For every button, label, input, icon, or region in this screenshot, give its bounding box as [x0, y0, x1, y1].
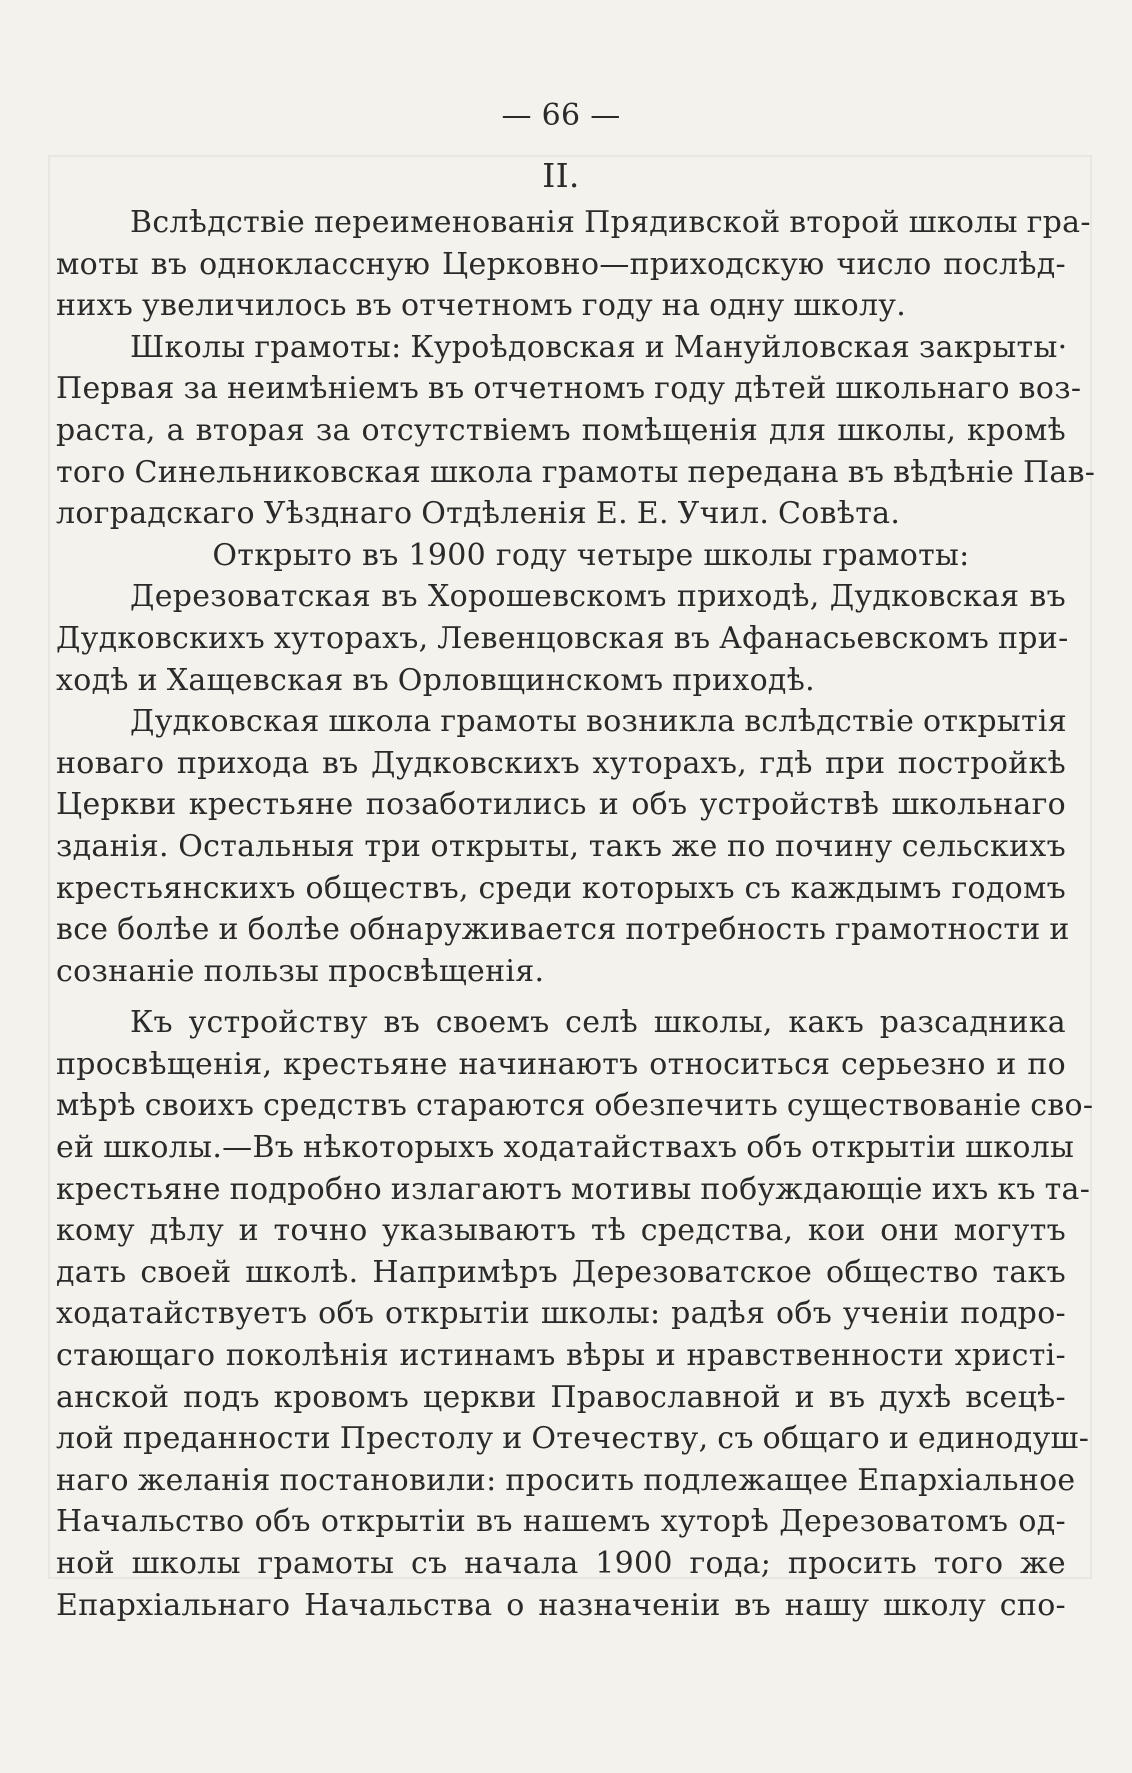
text-line: лоградскаго Уѣзднаго Отдѣленія Е. Е. Учил. Совѣта.	[56, 496, 901, 532]
text-line: кому дѣлу и точно указываютъ тѣ средства, кои они могутъ	[56, 1213, 1066, 1249]
text-line: дать своей школѣ. Напримѣръ Дерезоватское общество такъ	[56, 1254, 1066, 1290]
text-line: просвѣщенія, крестьяне начинаютъ относиться серьезно и по	[56, 1046, 1066, 1082]
text-line: новаго прихода въ Дудковскихъ хуторахъ, гдѣ при постройкѣ	[56, 745, 1066, 781]
text-line: наго желанія постановили: просить подлежащее Епархіальное	[56, 1462, 1076, 1498]
text-line: Епархіальнаго Начальства о назначеніи въ нашу школу спо-	[56, 1587, 1066, 1623]
page-content	[56, 94, 1096, 1626]
text-line: ходѣ и Хащевская въ Орловщинскомъ приходѣ.	[56, 662, 815, 698]
paragraph-4	[56, 576, 1069, 701]
text-line: моты въ одноклассную Церковно—приходскую число послѣд-	[56, 246, 1066, 282]
text-line: стающаго поколѣнія истинамъ вѣры и нравственности христі-	[56, 1338, 1066, 1374]
text-line: Первая за неимѣніемъ въ отчетномъ году дѣтей школьнаго воз-	[56, 371, 1082, 407]
text-line: Къ устройству въ своемъ селѣ школы, какъ разсадника	[130, 1005, 1066, 1041]
text-line: Школы грамоты: Куроѣдовская и Мануйловская закрыты·	[130, 329, 1068, 365]
text-line: Дудковская школа грамоты возникла вслѣдствіе открытія	[130, 704, 1068, 740]
paragraph-3	[56, 535, 1066, 577]
text-line: мѣрѣ своихъ средствъ стараются обезпечить существованіе сво-	[56, 1088, 1094, 1124]
paragraph-1	[56, 202, 1091, 327]
text-line: ей школы.—Въ нѣкоторыхъ ходатайствахъ объ открытіи школы	[56, 1130, 1075, 1166]
text-line: Дудковскихъ хуторахъ, Левенцовская въ Афанасьевскомъ при-	[56, 620, 1069, 656]
text-line: ной школы грамоты съ начала 1900 года; просить того же	[56, 1546, 1066, 1581]
text-line: Дерезоватская въ Хорошевскомъ приходѣ, Дудковская въ	[130, 579, 1066, 615]
text-line: ходатайствуетъ объ открытіи школы: радѣя объ ученіи подро-	[56, 1296, 1066, 1332]
text-line: зданія. Остальныя три открыты, такъ же по почину сельскихъ	[56, 828, 1066, 864]
paragraph-gap	[56, 992, 1066, 1002]
paragraph-2	[56, 327, 1096, 535]
text-line: Начальство объ открытіи въ нашемъ хуторѣ Дерезоватомъ од-	[56, 1504, 1066, 1540]
text-line: того Синельниковская школа грамоты передана въ вѣдѣніе Пав-	[56, 454, 1096, 490]
paragraph-6	[56, 1002, 1094, 1626]
paragraph-5	[56, 701, 1070, 992]
page-number: — 66 —	[501, 98, 621, 133]
text-line: Церкви крестьяне позаботились и объ устройствѣ школьнаго	[56, 787, 1066, 823]
text-line: все болѣе и болѣе обнаруживается потребность грамотности и	[56, 912, 1070, 948]
text-line: крестьяне подробно излагаютъ мотивы побуждающіе ихъ къ та-	[56, 1171, 1091, 1207]
text-line: анской подъ кровомъ церкви Православной и въ духѣ всецѣ-	[56, 1379, 1066, 1415]
text-line: раста, а вторая за отсутствіемъ помѣщенія для школы, кромѣ	[56, 412, 1066, 448]
opened-schools-heading: Открыто въ 1900 году четыре школы грамоты:	[212, 537, 970, 573]
text-line: крестьянскихъ обществъ, среди которыхъ съ каждымъ годомъ	[56, 870, 1066, 906]
text-line: лой преданности Престолу и Отечеству, съ общаго и единодуш-	[56, 1421, 1090, 1457]
section-heading: II.	[542, 156, 580, 195]
text-line: нихъ увеличилось въ отчетномъ году на одну школу.	[56, 288, 907, 324]
text-line: Вслѣдствіе переименованія Прядивской второй школы гра-	[130, 205, 1091, 240]
text-line: сознаніе пользы просвѣщенія.	[56, 953, 545, 989]
